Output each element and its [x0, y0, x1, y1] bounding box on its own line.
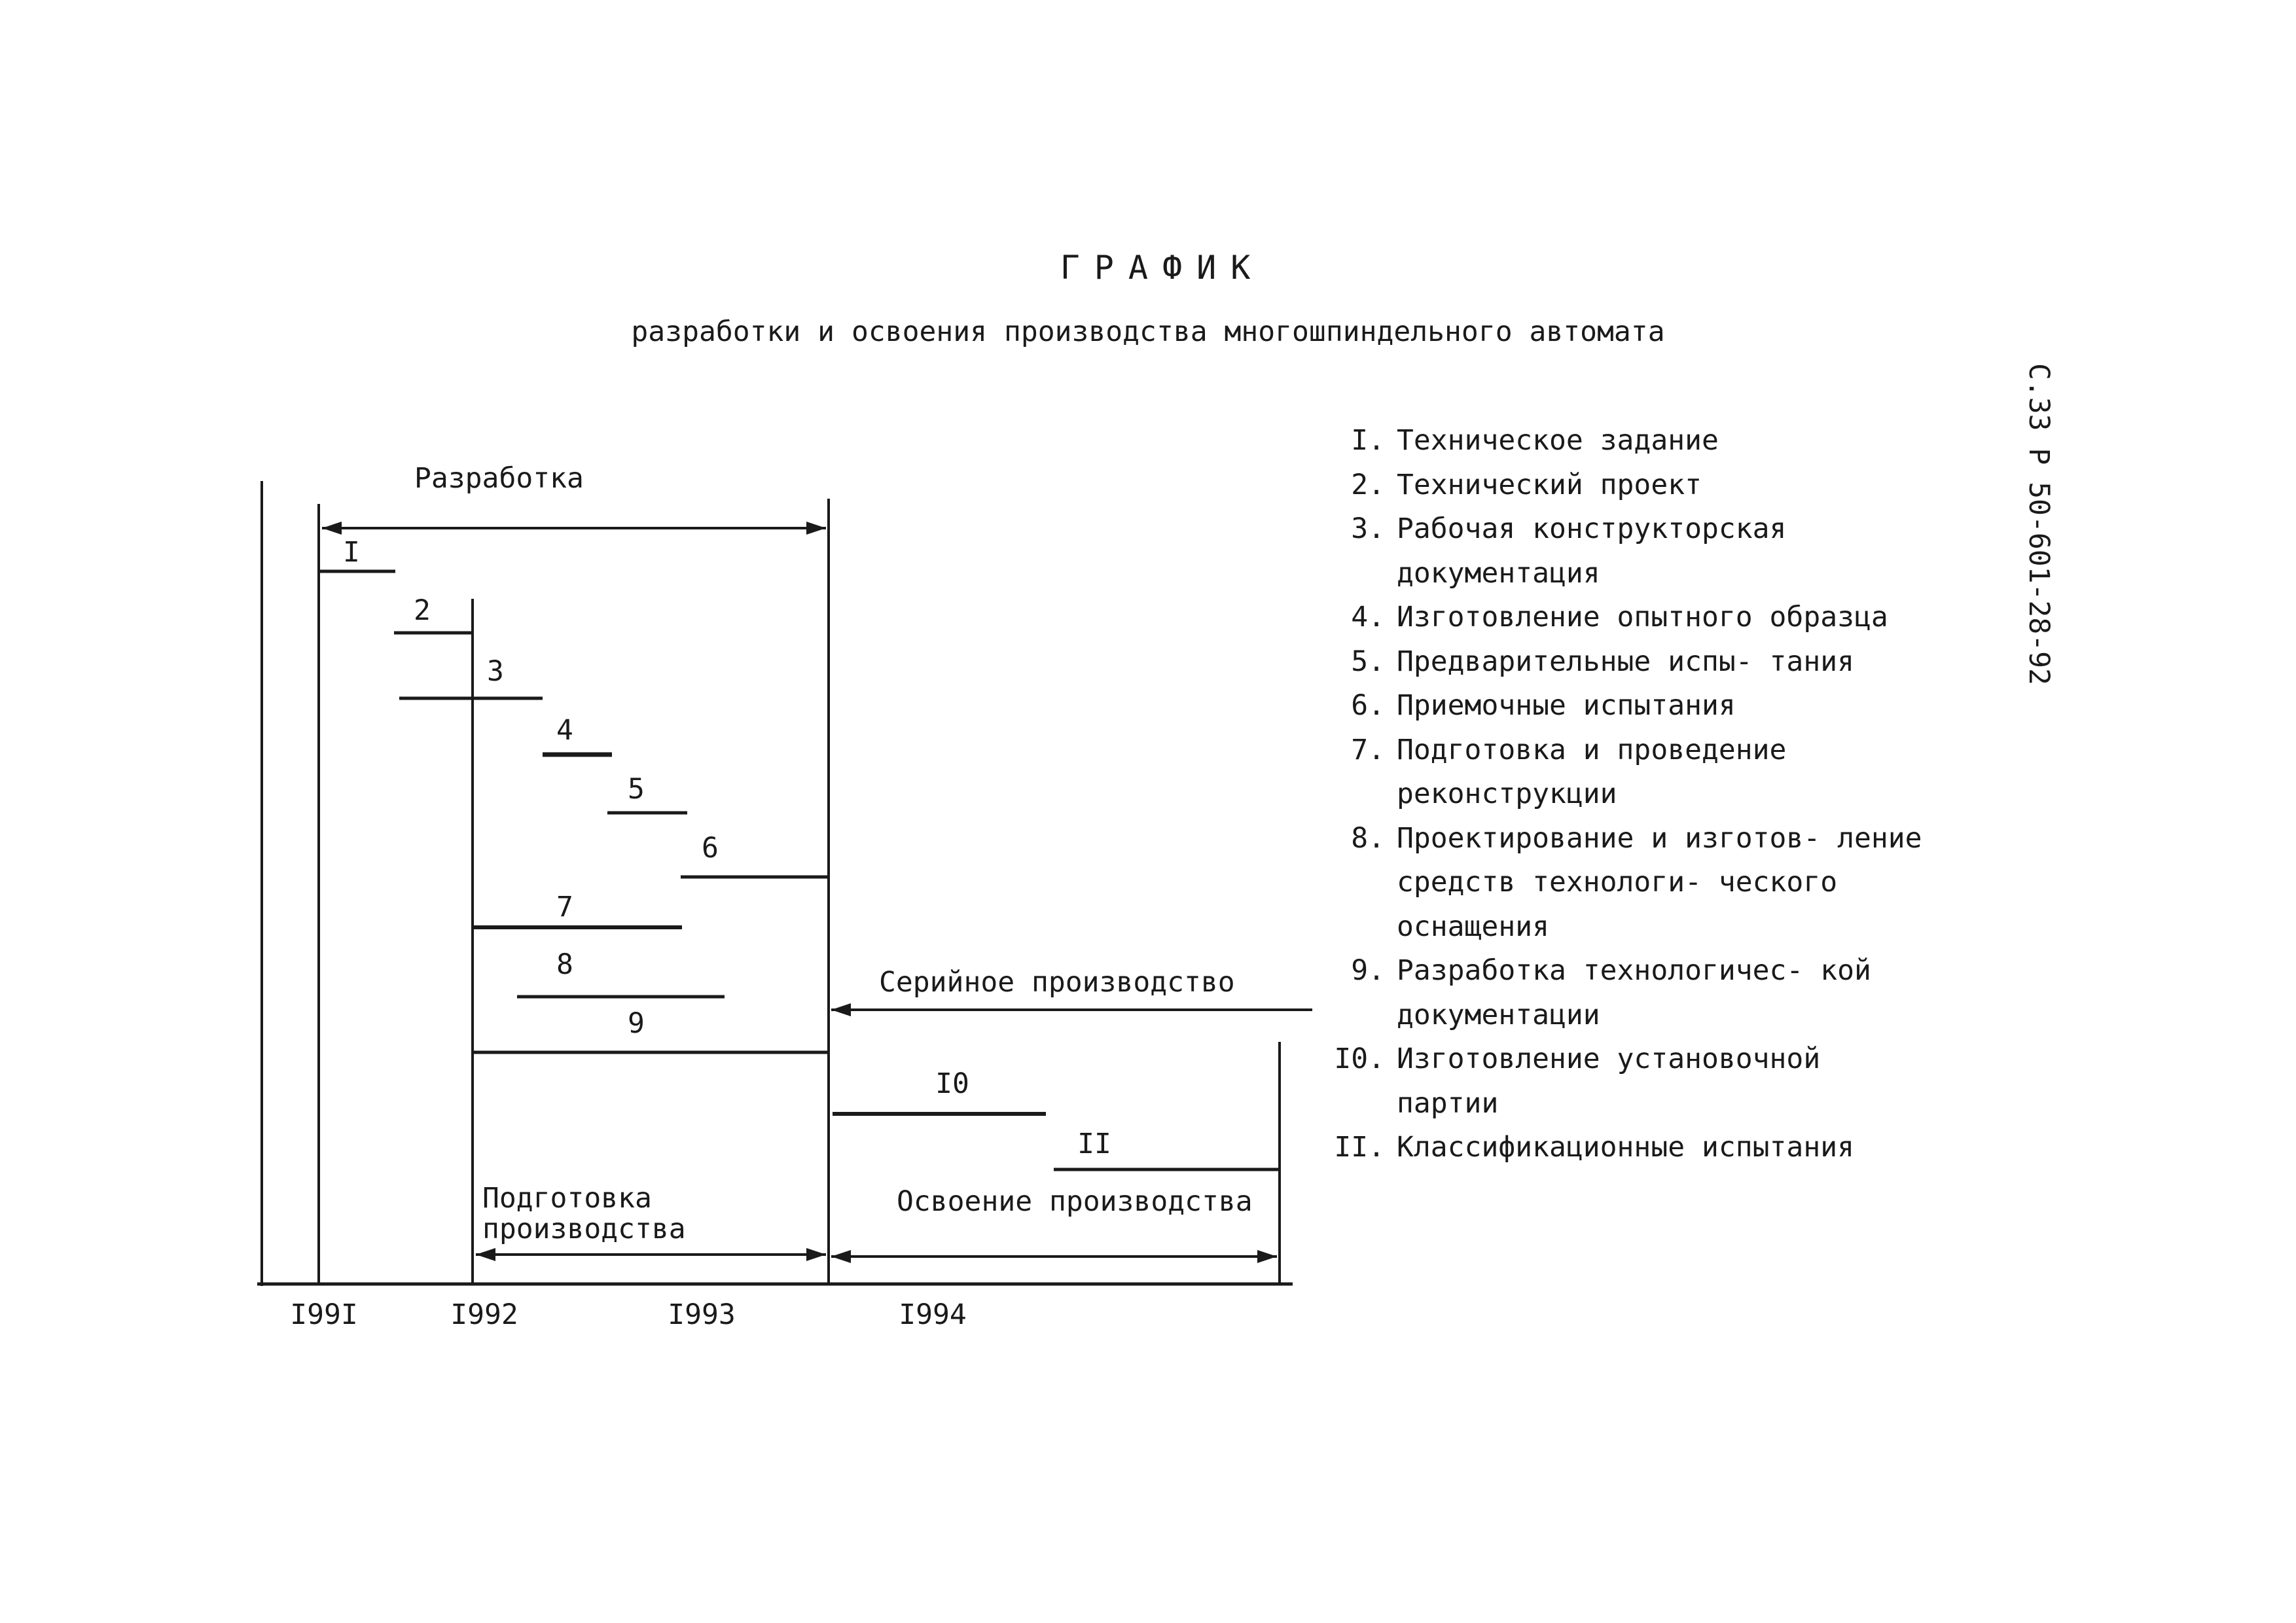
task-label-6: 6	[702, 832, 719, 865]
legend-number: 5.	[1351, 645, 1385, 678]
legend-number: II.	[1334, 1131, 1385, 1164]
legend-list	[1309, 419, 1924, 1170]
year-label-1994: I994	[899, 1298, 967, 1331]
legend-item	[1309, 684, 1924, 728]
year-label-1992: I992	[450, 1298, 518, 1331]
task-label-4: 4	[556, 714, 573, 747]
document-code: С.33 Р 50-601-28-92	[2022, 363, 2055, 685]
legend-text: Разработка технологичес- кой документации	[1397, 954, 1871, 1031]
year-label-1991: I99I	[290, 1298, 358, 1331]
legend-number: 6.	[1351, 689, 1385, 722]
task-label-5: 5	[628, 773, 645, 806]
legend-item	[1309, 728, 1924, 817]
legend-text: Подготовка и проведение реконструкции	[1397, 733, 1787, 810]
legend-item	[1309, 949, 1924, 1037]
legend-number: 2.	[1351, 468, 1385, 501]
task-label-1: I	[343, 536, 360, 569]
legend-item	[1309, 419, 1924, 463]
legend-item	[1309, 507, 1924, 596]
legend-text: Приемочные испытания	[1397, 689, 1736, 722]
legend-text: Изготовление установочной партии	[1397, 1043, 1821, 1120]
phase-label-development: Разработка	[414, 462, 584, 495]
legend-number: 4.	[1351, 601, 1385, 633]
chart-title: ГРАФИК	[1060, 249, 1265, 287]
legend-item	[1309, 640, 1924, 685]
legend-number: I0.	[1334, 1043, 1385, 1075]
legend-text: Технический проект	[1397, 468, 1702, 501]
task-label-3: 3	[487, 655, 504, 688]
year-label-1993: I993	[668, 1298, 736, 1331]
legend-number: 7.	[1351, 733, 1385, 766]
legend-item	[1309, 596, 1924, 640]
legend-text: Предварительные испы- тания	[1397, 645, 1854, 678]
legend-item	[1309, 817, 1924, 950]
legend-number: 8.	[1351, 821, 1385, 855]
legend-item	[1309, 1126, 1924, 1170]
phase-label-serial-production: Серийное производство	[879, 966, 1235, 999]
legend-text: Проектирование и изготов- ление средств технологи- ческого оснащения	[1397, 821, 1922, 943]
legend-text: Изготовление опытного образца	[1397, 601, 1888, 633]
phase-label-preparation-1: Подготовка	[482, 1182, 652, 1215]
phase-label-preparation-2: производства	[482, 1213, 686, 1245]
task-label-9: 9	[628, 1007, 645, 1040]
legend-text: Рабочая конструкторская документация	[1397, 512, 1787, 590]
legend-text: Техническое задание	[1397, 424, 1719, 457]
legend-number: 3.	[1351, 512, 1385, 545]
task-label-10: I0	[935, 1067, 969, 1100]
legend-text: Классификационные испытания	[1397, 1131, 1854, 1164]
legend-item	[1309, 463, 1924, 508]
task-label-11: II	[1077, 1128, 1111, 1160]
legend-item	[1309, 1037, 1924, 1126]
legend-number: 9.	[1351, 954, 1385, 987]
phase-label-mastering: Освоение производства	[897, 1185, 1253, 1218]
task-label-7: 7	[556, 891, 573, 923]
task-label-2: 2	[414, 594, 431, 627]
task-label-8: 8	[556, 948, 573, 981]
legend-number: I.	[1351, 424, 1385, 457]
chart-subtitle: разработки и освоения производства многошпиндельного автомата	[631, 315, 1665, 348]
